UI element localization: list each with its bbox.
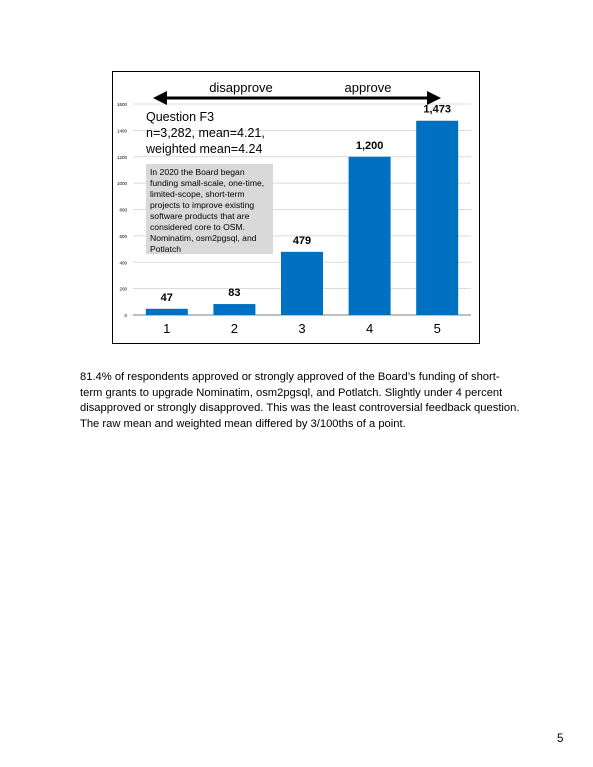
y-tick-label: 0 — [124, 313, 127, 318]
category-label: 2 — [230, 321, 239, 336]
arrow-label-approve: approve — [344, 80, 392, 95]
bar-1 — [146, 309, 188, 315]
note-box: In 2020 the Board began funding small-scale, one-time, limited-scope, short-term projects to improve existing software products that are considered core to OSM. Nominatim, osm2pgsql, and Potlatch — [146, 164, 273, 254]
bar-5 — [416, 121, 458, 315]
y-tick-label: 1600 — [116, 102, 127, 107]
question-info — [146, 109, 306, 157]
y-tick-label: 1000 — [116, 181, 127, 187]
y-tick-label: 800 — [119, 207, 127, 213]
y-tick-label: 400 — [119, 260, 127, 266]
bar-2 — [213, 304, 255, 315]
y-tick-label: 600 — [119, 233, 127, 239]
data-label: 479 — [292, 234, 312, 247]
y-tick-label: 200 — [119, 286, 127, 292]
body-paragraph: 81.4% of respondents approved or strongly approved of the Board’s funding of short-term grants to upgrade Nominatim, osm2pgsql, and Potlatch. Slightly under 4 percent disapproved or strongly disapproved. This was the least controversial feedback question. The raw mean and weighted mean differed by 3/100ths of a point. — [80, 371, 520, 430]
bar-3 — [281, 252, 323, 315]
data-label: 47 — [160, 291, 173, 304]
question-line-3: weighted mean=4.24 — [146, 142, 263, 156]
chart-frame — [112, 71, 480, 344]
arrow-left-icon — [153, 91, 167, 105]
arrow-label-disapprove: disapprove — [209, 80, 273, 95]
page-number: 5 — [557, 733, 564, 745]
question-line-1: Question F3 — [146, 110, 215, 124]
data-label: 1,200 — [355, 139, 384, 152]
question-line-2: n=3,282, mean=4.21, — [146, 126, 265, 140]
bar-4 — [349, 157, 391, 315]
data-label: 83 — [228, 287, 241, 300]
y-tick-label: 1200 — [116, 154, 127, 160]
category-label: 5 — [433, 321, 441, 336]
category-label: 4 — [365, 321, 374, 336]
y-tick-label: 1400 — [116, 128, 127, 134]
data-label: 1,473 — [423, 103, 451, 116]
category-label: 3 — [298, 321, 306, 336]
category-label: 1 — [163, 321, 171, 336]
